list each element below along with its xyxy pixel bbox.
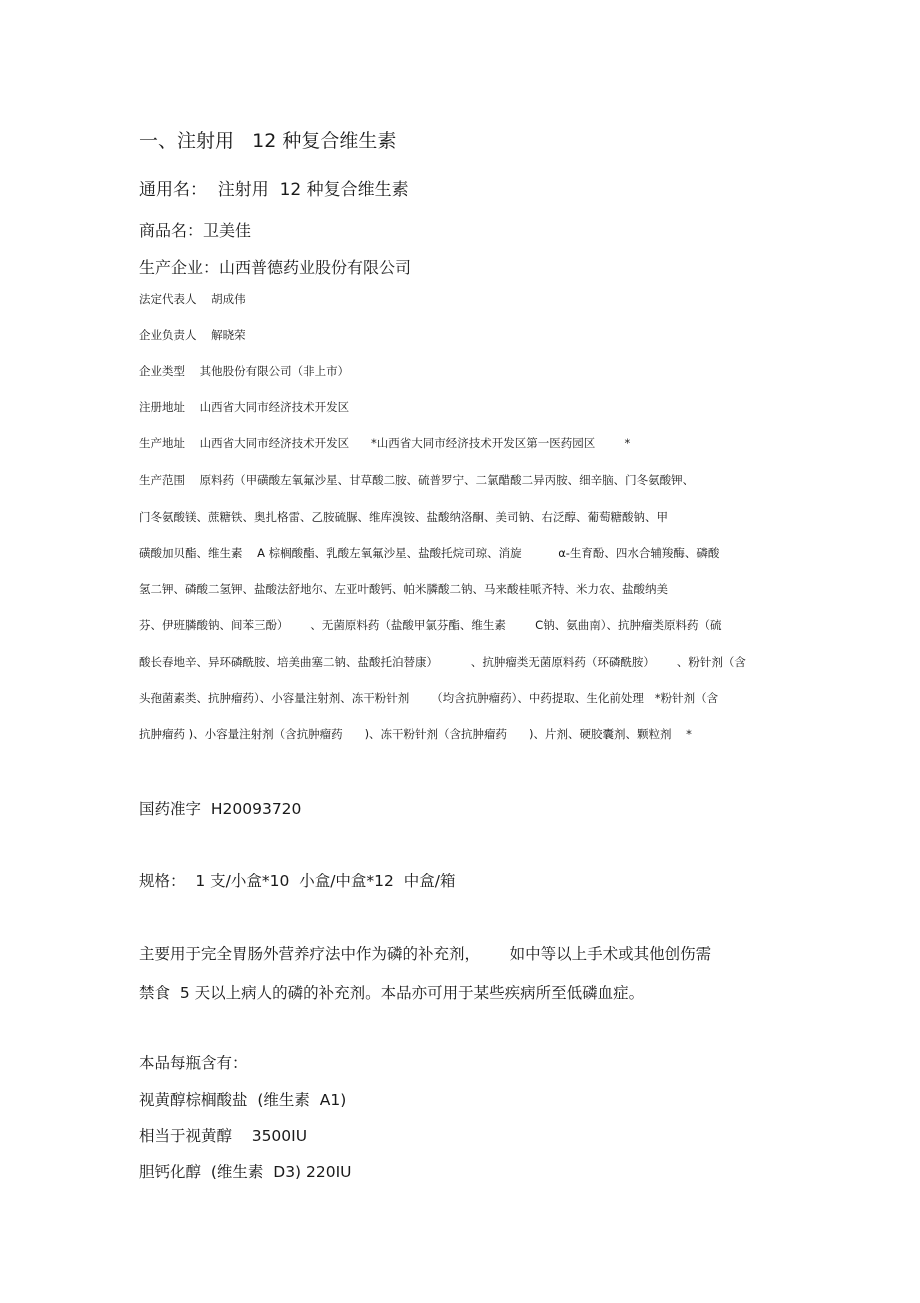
scope-line: 生产范围 原料药（甲磺酸左氧氟沙星、甘草酸二胺、硫普罗宁、二氯醋酸二异丙胺、细辛脑、门冬氨酸钾、 (139, 473, 695, 487)
contents-title: 本品每瓶含有： (139, 1054, 248, 1072)
section-heading: 一、注射用 12 种复合维生素 (139, 130, 397, 152)
approval-number: 国药准字 H20093720 (139, 800, 302, 818)
content-item: 相当于视黄醇 3500IU (139, 1127, 308, 1145)
production-address: 生产地址 山西省大同市经济技术开发区 *山西省大同市经济技术开发区第一医药园区 * (139, 436, 631, 450)
scope-line: 抗肿瘤药 )、小容量注射剂（含抗肿瘤药 )、冻干粉针剂（含抗肿瘤药 )、片剂、硬胶囊剂、颗粒剂 * (139, 727, 692, 741)
registered-address: 注册地址 山西省大同市经济技术开发区 (139, 400, 350, 414)
scope-line: 门冬氨酸镁、蔗糖铁、奥扎格雷、乙胺硫脲、维库溴铵、盐酸纳洛酮、美司钠、右泛醇、葡萄糖酸钠、甲 (139, 510, 668, 524)
usage-line: 主要用于完全胃肠外营养疗法中作为磷的补充剂， 如中等以上手术或其他创伤需 (139, 945, 712, 963)
scope-line: 磺酸加贝酯、维生素 A 棕榈酸酯、乳酸左氧氟沙星、盐酸托烷司琼、消旋 α-生育酚、四水合辅羧酶、磷酸 (139, 546, 720, 560)
company-type: 企业类型 其他股份有限公司（非上市） (139, 364, 350, 378)
trade-name: 商品名：卫美佳 (139, 221, 252, 240)
scope-line: 酸长春地辛、异环磷酰胺、培美曲塞二钠、盐酸托泊替康） 、抗肿瘤类无菌原料药（环磷酰胺） 、粉针剂（含 (139, 655, 746, 669)
manufacturer: 生产企业：山西普德药业股份有限公司 (139, 258, 412, 277)
specification: 规格： 1 支/小盒*10 小盒/中盒*12 中盒/箱 (139, 872, 456, 890)
usage-line: 禁食 5 天以上病人的磷的补充剂。本品亦可用于某些疾病所至低磷血症。 (139, 984, 645, 1002)
scope-line: 头孢菌素类、抗肿瘤药）、小容量注射剂、冻干粉针剂 （均含抗肿瘤药）、中药提取、生化前处理 *粉针剂（含 (139, 691, 719, 705)
legal-representative: 法定代表人 胡成伟 (139, 292, 246, 306)
content-item: 视黄醇棕榈酸盐 (维生素 A1) (139, 1091, 347, 1109)
scope-line: 氢二钾、磷酸二氢钾、盐酸法舒地尔、左亚叶酸钙、帕米膦酸二钠、马来酸桂哌齐特、米力农、盐酸纳美 (139, 582, 668, 596)
scope-line: 芬、伊班膦酸钠、间苯三酚） 、无菌原料药（盐酸甲氯芬酯、维生素 C钠、氨曲南）、抗肿瘤类原料药（硫 (139, 618, 722, 632)
generic-name: 通用名： 注射用 12 种复合维生素 (139, 180, 409, 200)
company-head: 企业负责人 解晓荣 (139, 328, 246, 342)
content-item: 胆钙化醇 (维生素 D3) 220IU (139, 1163, 352, 1181)
